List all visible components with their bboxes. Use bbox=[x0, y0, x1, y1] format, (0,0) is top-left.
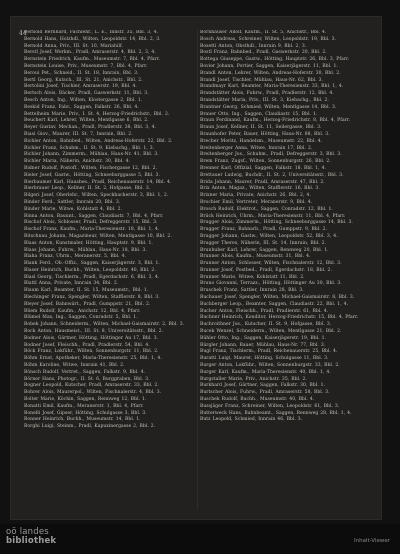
directory-entry: Binna Anton, Bauunt., Saggen, Claudiastr. 7, Bbl. 4, Pfarr. bbox=[24, 213, 164, 219]
logo-line-1: oö landes bbox=[6, 527, 49, 537]
directory-entry: Brettauer Ludwig, Buchdr., II. St. 2, Universitätsstr., Bbl. 3. bbox=[200, 172, 344, 178]
directory-entry: Bernstein Louise, Priv., Museumstr. 7, Bbl. 4, Pfarr. bbox=[24, 63, 148, 69]
directory-entry: Biasi Giov., Maurer, III. St. 7, Innrain, Bbl. 2. bbox=[24, 131, 133, 137]
directory-entry: Borghi Luigi, Steinm., Pradl, Kapuzinergasse 2, Bbl. 2. bbox=[24, 424, 156, 430]
directory-entry: Binder Ferd., Sattler, Innrain 20, Bbl. 3. bbox=[24, 199, 121, 205]
directory-entry: Blattl Anna, Private, Innrain 34, Bbl. 2. bbox=[24, 281, 119, 287]
directory-entry: Bliem Rudolf, Kaufm., Anichstr. 12, Bbl. 4, Pfarr. bbox=[24, 308, 141, 314]
directory-entry: Buchauer Josef, Spengler, Wilten, Michael-Gaismairstr. 8, Bbl. 3. bbox=[200, 295, 355, 301]
library-logo[interactable] bbox=[6, 528, 56, 546]
directory-entry: Butterweck Hans, Bahnbeamt., Saggen, Rennweg 28, Bbl. 1, 4. bbox=[200, 410, 352, 416]
directory-entry: Bernstein Friedrich, Kaufm., Museumstr. 7, Bbl. 4, Pfarr. bbox=[24, 57, 161, 63]
directory-entry: Bussjäger Franz, Schreiner, Wilten, Leopoldstr. 61, Bbl. 3. bbox=[200, 403, 340, 409]
directory-entry: Bettelheim Marie, Priv., I. St. 4, Herzog-Friedrichstr., Bbl. 2. bbox=[24, 111, 170, 117]
directory-entry: Blümel Max, Ing., Saggen, Conradstr. 5, Bbl. 1. bbox=[24, 315, 138, 321]
logo-line-2: bibliothek bbox=[6, 536, 57, 546]
directory-entry: Bieler Josef, Gastw., Hötting, Schneeburggasse 5, Bbl. 3. bbox=[24, 172, 160, 178]
directory-entry: Böck Franz, Lokführ., Wilten, Sonnenburgstr. 11, Bbl. 2. bbox=[24, 349, 159, 355]
directory-entry: Burger Karl, Kaufm., Maria-Theresienstr. 40, Bbl. 1, 4. bbox=[200, 369, 331, 375]
directory-entry: Bichler Johann, Zimmerm., Mühlau, Haus-Nr. 41, Bbl. 3. bbox=[24, 152, 159, 158]
directory-entry: Brix Anton, Magaz., Wilten, Stafflerstr. 16, Bbl. 3. bbox=[200, 186, 320, 192]
directory-entry: Bernold Bernhard, Fachlehr., L. E., Innstr. 35, Bbl. 3, 4. bbox=[24, 30, 158, 35]
directory-entry: Brunner Josef, Postbed., Pradl, Egerdachstr. 18, Bbl. 2. bbox=[200, 267, 332, 273]
directory-entry: Bohrer Alois, Maurerpol., Wilten, Fischnalerstr. 4, Bbl. 3. bbox=[24, 390, 162, 396]
right-column bbox=[200, 30, 376, 518]
directory-entry: Bilgeri Josef, Oberlehr., Wilten, Speckbacherstr. 3, Bbl. 1, 2. bbox=[24, 193, 169, 199]
directory-entry: Braun Ferdinand, Kaufm., Herzog-Friedrichstr. 8, Bbl. 4, Pfarr. bbox=[200, 118, 351, 124]
directory-entry: Bottega Giuseppe, Gastw., Hötting, Hauptstr. 26, Bbl. 3, Pfarr. bbox=[200, 57, 350, 63]
directory-entry: Brandl Anton, Lehrer, Wilten, Andreas-Hoferstr. 30, Bbl. 2. bbox=[200, 70, 341, 76]
directory-entry: Blasl Georg, Tischlerm., Pradl, Egerdachstr. 6, Bbl. 3, 4. bbox=[24, 274, 160, 280]
directory-entry: Burtscher Alois, Fuhrw., Pradl, Amraserstr. 58, Bbl. 3. bbox=[200, 390, 330, 396]
directory-entry: Bonatti Emil, Kaufm., Meranerstr. 1, Bbl. 4, Pfarr. bbox=[24, 403, 144, 409]
directory-entry: Beroui Pet., Schneid., II. St. 18, Innrain, Bbl. 3. bbox=[24, 70, 139, 76]
directory-entry: Binder Marie, Witwe, Kohlstatt 4, Bbl. 2. bbox=[24, 206, 123, 212]
column-divider bbox=[197, 30, 198, 510]
directory-entry: Bolter Marie, Köchin, Saggen, Rennweg 12, Bbl. 1. bbox=[24, 397, 147, 403]
directory-entry: Bonner Heinrich, Buchh., Museumstr. 14, Bbl. 1. bbox=[24, 417, 141, 423]
directory-entry: Brandstätter Alois, Fuhrw., Pradl, Pradlerstr. 12, Bbl. 4. bbox=[200, 91, 334, 97]
directory-entry: Berstl Josef, Werkm., Pradl, Amraserstr. 4, Bbl. 2, 3, 4. bbox=[24, 50, 156, 56]
directory-entry: Brochier Emil, Vertreter, Meranerstr. 9, Bbl. 4. bbox=[200, 199, 313, 205]
directory-entry: Bischof Franz, Kaufm., Maria-Theresienstr. 18, Bbl. 1, 4. bbox=[24, 227, 160, 233]
directory-entry: Breitenberger Anna, Witwe, Innrain 17, Bbl. 2. bbox=[200, 145, 313, 151]
directory-entry: Bonelli Josef, Gipser, Hötting, Schulgasse 3, Bbl. 3. bbox=[24, 410, 147, 416]
directory-entry: Buratti Luigi, Maurer, Hötting, Schulgasse 11, Bbl. 3. bbox=[200, 356, 329, 362]
directory-entry: Bitschnau Johann, Magazineur, Wilten, Mentlgasse 10, Bbl. 2. bbox=[24, 233, 172, 239]
directory-entry: Brugger Johann, Gastw., Wilten, Leopoldstr. 52, Bbl. 3, 4. bbox=[200, 233, 338, 239]
directory-entry: Butz Leopold, Schmied, Innrain 46, Bbl. 3. bbox=[200, 417, 303, 423]
page-number: 44 bbox=[19, 30, 27, 37]
directory-entry: Bucek Wenzel, Schneiderm., Wilten, Mentlgasse 21, Bbl. 2. bbox=[200, 329, 342, 335]
directory-entry: Brunhuber Karl, Lehrer, Saggen, Rennweg 20, Bbl. 1. bbox=[200, 247, 329, 253]
directory-entry: Brecher Moritz, Handelsm., Museumstr. 22, Bbl. 4. bbox=[200, 138, 323, 144]
directory-entry: Brandmayr Karl, Beamter, Maria-Theresienstr. 33, Bbl. 1, 4. bbox=[200, 84, 344, 90]
directory-entry: Brunner Marie, Witwe, Kohlstatt 11, Bbl. 2. bbox=[200, 274, 305, 280]
directory-entry: Bertsch Alois, Bäcker, Pradl, Gaswerkstr. 11, Bbl. 3. bbox=[24, 91, 149, 97]
directory-entry: Bruno Giovanni, Terrazz., Hötting, Höttinger Au 30, Bbl. 3. bbox=[200, 281, 342, 287]
directory-entry: Brück Heinrich, Uhrm., Maria-Theresienstr. 11, Bbl. 4, Pfarr. bbox=[200, 213, 346, 219]
left-column bbox=[24, 30, 200, 518]
directory-entry: Bönsch Rudolf, Vertret., Saggen, Falkstr. 9, Bbl. 4. bbox=[24, 369, 145, 375]
directory-entry: Blechinger Franz, Spengler, Wilten, Stafflerstr. 8, Bbl. 3. bbox=[24, 295, 160, 301]
directory-entry: Brandstätter Maria, Priv., III. St. 3, Kiebachg., Bbl. 2. bbox=[200, 97, 329, 103]
directory-entry: Breitenberger Jos., Schuhm., Pradl, Defreggerstr. 3, Bbl. 3. bbox=[200, 152, 342, 158]
directory-entry: Brandl Josef, Tischler, Mühlau, Haus-Nr. 62, Bbl. 3. bbox=[200, 77, 323, 83]
directory-entry: Brosch Rudolf, Elektrot., Saggen, Conradstr. 12, Bbl. 1. bbox=[200, 206, 333, 212]
directory-entry: Burgstaller Marie, Priv., Anichstr. 35, Bbl. 2. bbox=[200, 376, 307, 382]
directory-entry: Bürgler Johann, Bauer, Mühlau, Haus-Nr. 77, Bbl. 3. bbox=[200, 342, 326, 348]
directory-entry: Bidner Rudolf, Postoff., Wilten, Fischergasse 12, Bbl. 2. bbox=[24, 165, 158, 171]
directory-entry: Brem Franz, Zugsf., Wilten, Sonnenburgstr. 26, Bbl. 2. bbox=[200, 159, 331, 165]
directory-entry: Bornhauser Adolf, Kaufm., II. St. 5, Anichstr., Bbl. 4. bbox=[200, 30, 327, 35]
directory-entry: Blaas Johann, Fuhrw., Mühlau, Haus-Nr. 18, Bbl. 3. bbox=[24, 247, 147, 253]
directory-entry: Bichler Franz, Schuhm., II. St. 9, Kiebachg., Bbl. 1, 3. bbox=[24, 145, 155, 151]
directory-entry: Bock Anton, Hausmeist., III. St. 8, Universitätsstr., Bbl. 2. bbox=[24, 329, 164, 335]
directory-entry: Blaser Heinrich, Buchb., Wilten, Leopoldstr. 40, Bbl. 2. bbox=[24, 267, 156, 273]
directory-entry: Bostl Franz, Bahnbed., Pradl, Gaswerkstr. 20, Bbl. 2. bbox=[200, 50, 327, 56]
directory-entry: Bernold Anna, Priv., III. St. 10, Mariahilf. bbox=[24, 43, 123, 49]
directory-entry: Besch Anton, Ing., Wilten, Klostergasse 2, Bbl. 1. bbox=[24, 97, 143, 103]
directory-entry: Böhm Ernst, Apotheker, Maria-Theresienstr. 25, Bbl. 1, 4. bbox=[24, 356, 162, 362]
directory-entry: Bruschek Franz, Sattler, Innrain 28, Bbl. 3. bbox=[200, 288, 304, 294]
directory-entry: Brantner Georg, Schmied, Wilten, Mentlgasse 14, Bbl. 3. bbox=[200, 104, 337, 110]
directory-entry: Bühler Otto, Ing., Saggen, Kaiserjägerstr. 19, Bbl. 1. bbox=[200, 335, 327, 341]
directory-entry: Bernold Hans, Holzhdl., Wilten, Leopoldstr. 14, Bbl. 2, 3. bbox=[24, 36, 161, 42]
directory-entry: Bertolini Josef, Tischler, Amraserstr. 19, Bbl. 4. bbox=[24, 84, 137, 90]
directory-entry: Brixner Maria, Private, Anichstr. 26, Bbl. 2, 4. bbox=[200, 193, 311, 199]
directory-entry: Bobek Johann, Schneiderm., Wilten, Michael-Gaismairstr. 2, Bbl. 3. bbox=[24, 322, 185, 328]
directory-entry: Bertl Georg, Kutsch., III. St. 21, Anichstr., Bbl. 2. bbox=[24, 77, 143, 83]
directory-entry: Bosch Andreas, Schreiner, Wilten, Leopoldstr. 19, Bbl. 3. bbox=[200, 36, 336, 42]
directory-entry: Brugger Theres, Näherin, III. St. 14, Innrain, Bbl. 2. bbox=[200, 240, 327, 246]
directory-entry: Brugger Franz, Bahnarb., Pradl, Gumppstr. 9, Bbl. 2. bbox=[200, 227, 328, 233]
directory-entry: Blaas Anton, Kunstmaler, Hötting, Hauptstr. 9, Bbl. 1. bbox=[24, 240, 153, 246]
directory-entry: Buschek Rudolf, Buchh., Museumstr. 40, Bbl. 4. bbox=[200, 397, 315, 403]
directory-entry: Buchberger Leop., Beamter, Saggen, Claudiastr. 22, Bbl. 1, 4. bbox=[200, 301, 349, 307]
directory-entry: Beskid Franz, Fabr., Saggen, Falkstr. 26, Bbl. 4. bbox=[24, 104, 139, 110]
directory-entry: Blank Ferd., Ob.-Offiz., Saggen, Kaiserjägerstr. 3, Bbl. 1. bbox=[24, 261, 160, 267]
scanned-page bbox=[10, 16, 382, 520]
directory-entry: Bichler Maria, Näherin, Anichstr. 30, Bbl. 4. bbox=[24, 159, 131, 165]
directory-entry: Bischof Alois, Schlosser, Pradl, Defreggerstr. 15, Bbl. 3. bbox=[24, 220, 158, 226]
directory-entry: Burger Anton, Lokführ., Wilten, Sonnenburgstr. 33, Bbl. 2. bbox=[200, 363, 340, 369]
directory-entry: Bichler Anton, Bahnbed., Wilten, Andreas-Hoferstr. 22, Bbl. 2. bbox=[24, 138, 173, 144]
directory-entry: Bugl Franz, Tischlerm., Pradl, Reichenauerstr. 25, Bbl. 4. bbox=[200, 349, 338, 355]
directory-entry: Bovier Johann, Portier, Saggen, Kaiserjägerstr. 11, Bbl. 1. bbox=[200, 63, 338, 69]
directory-entry: Bosetti Anton, Obsthdl., Innrain 9, Bbl. 2, 3. bbox=[200, 43, 307, 49]
viewer-label[interactable]: Inhalt-Viewer bbox=[353, 538, 390, 544]
directory-entry: Bodner Alois, Gärtner, Hötting, Höttinger Au 17, Bbl. 3. bbox=[24, 335, 159, 341]
directory-entry: Buchroithner Jos., Kutscher, II. St. 9, Hofgasse, Bbl. 3. bbox=[200, 322, 332, 328]
directory-entry: Böhm Karoline, Witwe, Innrain 41, Bbl. 2. bbox=[24, 363, 125, 369]
directory-entry: Bogner Leopold, Kutscher, Pradl, Amraserstr. 33, Bbl. 2. bbox=[24, 383, 159, 389]
directory-entry: Bierbrauer Leop., Kellner, II. St. 2, Hofgasse, Bbl. 3. bbox=[24, 186, 151, 192]
directory-entry: Blaha Franz, Uhrm., Meranerstr. 5, Bbl. 4. bbox=[24, 254, 126, 260]
directory-entry: Brauer Otto, Ing., Saggen, Claudiastr. 15, Bbl. 1. bbox=[200, 111, 318, 117]
directory-entry: Bleyer Josef, Bahnwärt., Pradl, Gumppstr. 21, Bbl. 2. bbox=[24, 301, 151, 307]
directory-entry: Bierbaumer Karl, Hausbes., Pradl, Reichenauerstr. 14, Bbl. 4. bbox=[24, 179, 172, 185]
directory-entry: Burkhard Josef, Gärtner, Saggen, Falkstr. 30, Bbl. 1. bbox=[200, 383, 326, 389]
directory-entry: Buchner Heinrich, Konditor, Herzog-Friedrichstr. 15, Bbl. 4, Pfarr. bbox=[200, 315, 359, 321]
directory-entry: Brugger Alois, Zimmerm., Hötting, Schneeburggasse 14, Bbl. 3. bbox=[200, 220, 353, 226]
directory-entry: Braun Josef, Kellner, II. St. 11, Seilergasse, Bbl. 3. bbox=[200, 125, 322, 131]
directory-entry: Beuchert Karl, Lehrer, Wilten, Mentlgasse 6, Bbl. 2. bbox=[24, 118, 149, 124]
directory-entry: Braunhofer Peter, Bauer, Hötting, Haus-Nr. 88, Bbl. 3. bbox=[200, 131, 330, 137]
directory-entry: Brida Johann, Maurer, Pradl, Amraserstr. 47, Bbl. 2. bbox=[200, 179, 325, 185]
directory-entry: Beyer Gustav, Mechan., Pradl, Pradlerstr. 38, Bbl. 3, 4. bbox=[24, 125, 157, 131]
directory-entry: Brenner Karl, Offizial, Saggen, Falkstr. 18, Bbl. 1, 4. bbox=[200, 165, 327, 171]
directory-entry: Blaum Karl, Beamter, II. St. 15, Museumstr., Bbl. 1. bbox=[24, 288, 149, 294]
directory-entry: Brunner Alois, Kaufm., Museumstr. 31, Bbl. 4. bbox=[200, 254, 311, 260]
directory-entry: Bucher Anton, Fleischh., Pradl, Pradlerstr. 61, Bbl. 4. bbox=[200, 308, 329, 314]
directory-entry: Brunner Anton, Schlosser, Wilten, Fischnalerstr. 12, Bbl. 3. bbox=[200, 261, 342, 267]
directory-entry: Börner Hans, Photogr., II. St. 6, Burggraben, Bbl. 3. bbox=[24, 376, 150, 382]
viewer-footer bbox=[0, 524, 400, 554]
directory-entry: Bodner Josef, Fleischh., Pradl, Pradlerstr. 54, Bbl. 4. bbox=[24, 342, 150, 348]
